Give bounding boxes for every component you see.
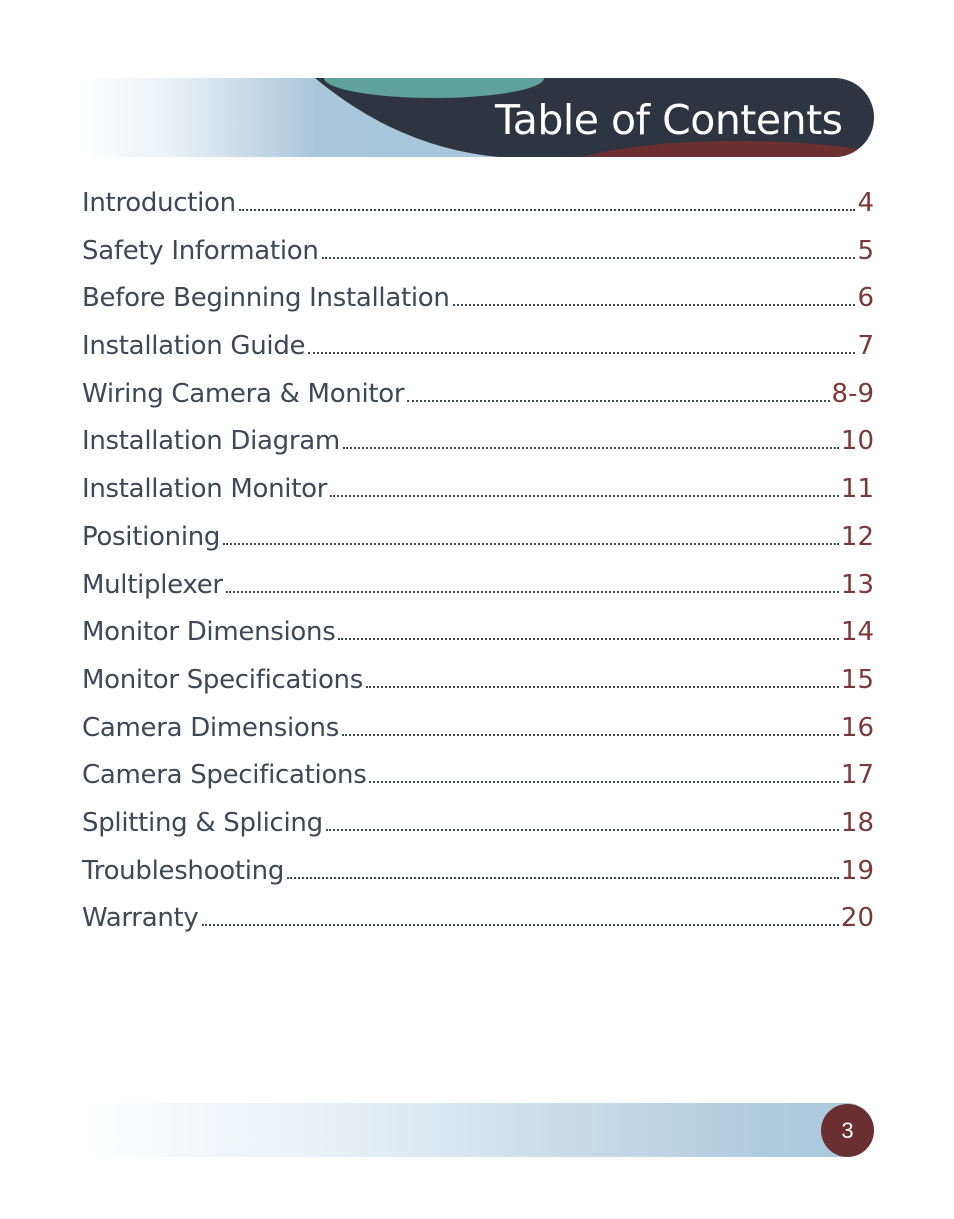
toc-entry-label: Installation Diagram (82, 426, 340, 457)
toc-entry-label: Monitor Specifications (82, 664, 363, 695)
toc-entry-label: Before Beginning Installation (82, 283, 450, 314)
toc-entry-page: 4 (857, 188, 874, 218)
toc-entry-page: 14 (840, 617, 874, 648)
toc-entry[interactable] (82, 609, 874, 657)
toc-entry[interactable] (82, 895, 874, 943)
toc-entry-label: Camera Specifications (82, 760, 367, 791)
toc-entry-page: 6 (857, 283, 874, 314)
toc-entry-label: Safety Information (82, 235, 319, 266)
toc-entry-label: Installation Guide (82, 331, 306, 362)
toc-entry-page: 20 (840, 903, 874, 934)
toc-entry-label: Camera Dimensions (82, 712, 339, 743)
toc-entry-page: 11 (840, 474, 874, 505)
page-number-badge: 3 (821, 1104, 874, 1157)
toc-leader-dots (239, 209, 856, 211)
toc-entry-label: Troubleshooting (82, 855, 285, 886)
toc-entry-page: 5 (857, 235, 874, 266)
toc-entry-page: 16 (840, 712, 874, 743)
toc-entry-label: Wiring Camera & Monitor (82, 378, 405, 409)
toc-entry-page: 15 (840, 664, 874, 695)
toc-entry-label: Multiplexer (82, 569, 223, 600)
toc-leader-dots (223, 543, 839, 545)
toc-entry[interactable] (82, 228, 874, 276)
toc-leader-dots (343, 447, 839, 449)
toc-entry[interactable] (82, 800, 874, 848)
toc-leader-dots (226, 591, 839, 593)
toc-entry-label: Monitor Dimensions (82, 617, 336, 648)
table-of-contents (82, 180, 874, 943)
page-title: Table of Contents (495, 96, 843, 144)
toc-entry-label: Installation Monitor (82, 474, 328, 505)
toc-entry-label: Introduction (82, 188, 236, 218)
toc-entry-page: 12 (840, 521, 874, 552)
toc-leader-dots (330, 495, 839, 497)
toc-leader-dots (322, 257, 856, 259)
toc-entry[interactable] (82, 562, 874, 610)
toc-leader-dots (342, 734, 839, 736)
toc-entry[interactable] (82, 371, 874, 419)
toc-leader-dots (326, 829, 839, 831)
toc-entry-label: Splitting & Splicing (82, 807, 323, 838)
toc-entry[interactable] (82, 848, 874, 896)
toc-entry[interactable] (82, 323, 874, 371)
toc-leader-dots (369, 781, 838, 783)
footer-bar (79, 1103, 874, 1157)
toc-entry-page: 8-9 (831, 378, 874, 409)
toc-leader-dots (453, 304, 856, 306)
toc-entry[interactable] (82, 466, 874, 514)
toc-leader-dots (308, 352, 855, 354)
toc-entry[interactable] (82, 275, 874, 323)
toc-entry-page: 13 (840, 569, 874, 600)
toc-entry[interactable] (82, 514, 874, 562)
toc-entry[interactable] (82, 180, 874, 228)
toc-leader-dots (366, 686, 839, 688)
toc-entry[interactable] (82, 752, 874, 800)
toc-leader-dots (407, 400, 829, 402)
toc-entry-page: 18 (840, 807, 874, 838)
toc-entry-label: Positioning (82, 521, 221, 552)
toc-entry-label: Warranty (82, 903, 199, 934)
toc-entry[interactable] (82, 418, 874, 466)
toc-leader-dots (202, 924, 839, 926)
toc-leader-dots (338, 638, 838, 640)
toc-entry-page: 19 (840, 855, 874, 886)
toc-entry[interactable] (82, 705, 874, 753)
toc-leader-dots (287, 877, 839, 879)
toc-entry-page: 17 (840, 760, 874, 791)
toc-entry-page: 10 (840, 426, 874, 457)
toc-entry-page: 7 (857, 331, 874, 362)
toc-entry[interactable] (82, 657, 874, 705)
